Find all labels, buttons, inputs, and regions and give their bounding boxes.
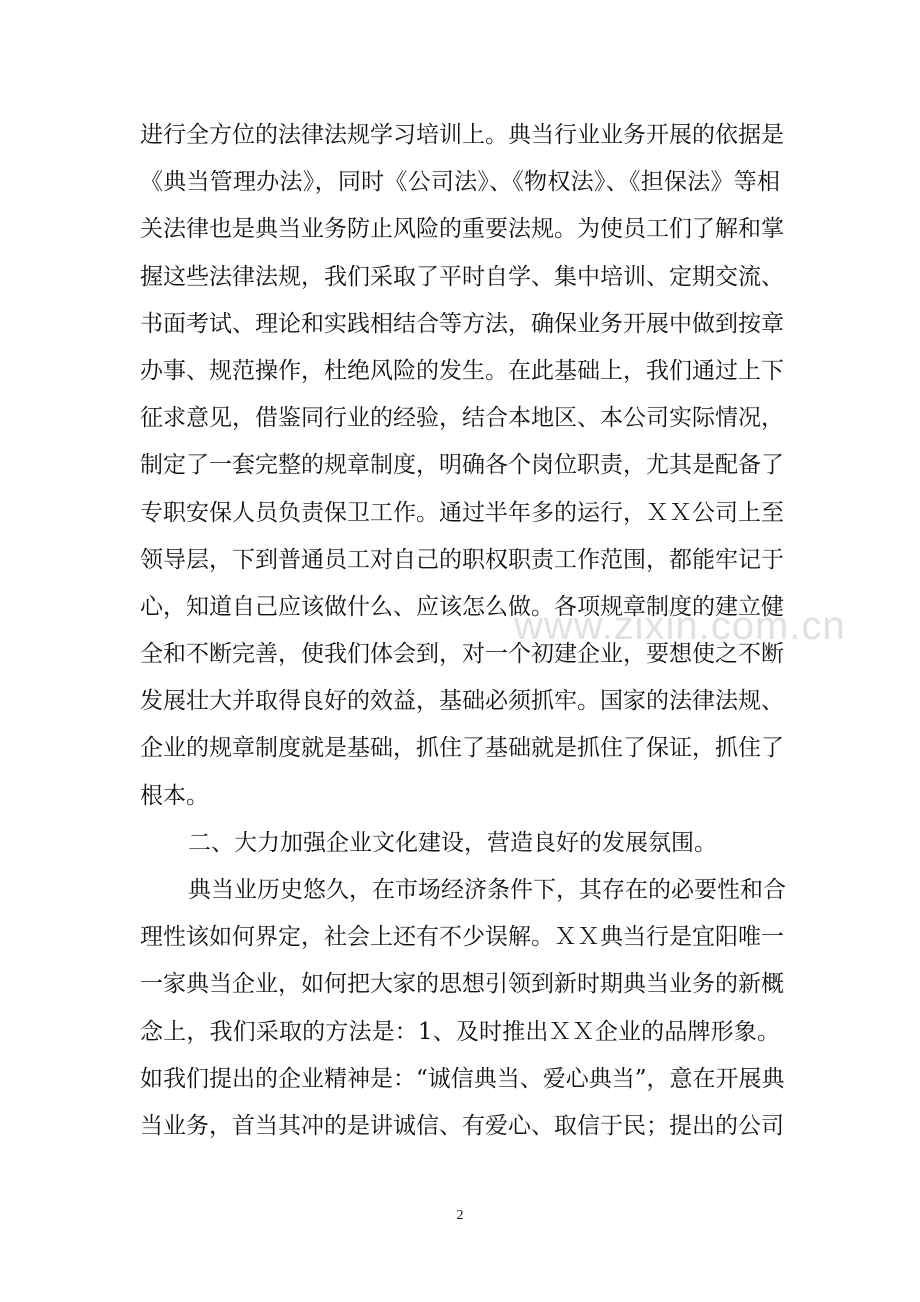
text-line: 制定了一套完整的规章制度，明确各个岗位职责，尤其是配备了 [140, 452, 784, 479]
text-line: 根本。 [140, 782, 209, 809]
page-number: 2 [456, 1208, 464, 1223]
text-line: 如我们提出的企业精神是：“诚信典当、爱心典当”，意在开展典 [140, 1065, 785, 1092]
text-line: 当业务，首当其冲的是讲诚信、有爱心、取信于民；提出的公司 [140, 1112, 784, 1139]
watermark: www.zixin.com.cn [514, 604, 846, 648]
text-line: 念上，我们采取的方法是：1、及时推出ＸＸ企业的品牌形象。 [140, 1018, 780, 1045]
text-line: 理性该如何界定，社会上还有不少误解。ＸＸ典当行是宜阳唯一 [140, 924, 784, 951]
text-line: 发展壮大并取得良好的效益，基础必须抓牢。国家的法律法规、 [140, 688, 784, 715]
text-line: 握这些法律法规，我们采取了平时自学、集中培训、定期交流、 [140, 263, 784, 290]
text-line: 进行全方位的法律法规学习培训上。典当行业业务开展的依据是 [140, 122, 784, 148]
text-line: 一家典当企业，如何把大家的思想引领到新时期典当业务的新概 [140, 971, 784, 998]
text-line: 书面考试、理论和实践相结合等方法，确保业务开展中做到按章 [140, 310, 784, 337]
text-line: 全和不断完善，使我们体会到，对一个初建企业，要想使之不断 [140, 641, 784, 668]
text-line: 《典当管理办法》，同时《公司法》、《物权法》、《担保法》等相 [140, 169, 780, 196]
text-line: 办事、规范操作，杜绝风险的发生。在此基础上，我们通过上下 [140, 357, 784, 384]
text-line: 典当业历史悠久，在市场经济条件下，其存在的必要性和合 [188, 877, 786, 903]
text-line: 企业的规章制度就是基础，抓住了基础就是抓住了保证，抓住了 [140, 735, 784, 762]
text-line: 关法律也是典当业务防止风险的重要法规。为使员工们了解和掌 [140, 216, 784, 243]
text-line: 专职安保人员负责保卫工作。通过半年多的运行，ＸＸ公司上至 [140, 499, 784, 526]
text-line: 领导层，下到普通员工对自己的职权职责工作范围，都能牢记于 [140, 546, 784, 573]
text-line: 征求意见，借鉴同行业的经验，结合本地区、本公司实际情况， [140, 405, 784, 432]
section-heading: 二、大力加强企业文化建设，营造良好的发展氛围。 [188, 829, 717, 856]
text-line: 心，知道自己应该做什么、应该怎么做。各项规章制度的建立健 [140, 593, 784, 620]
